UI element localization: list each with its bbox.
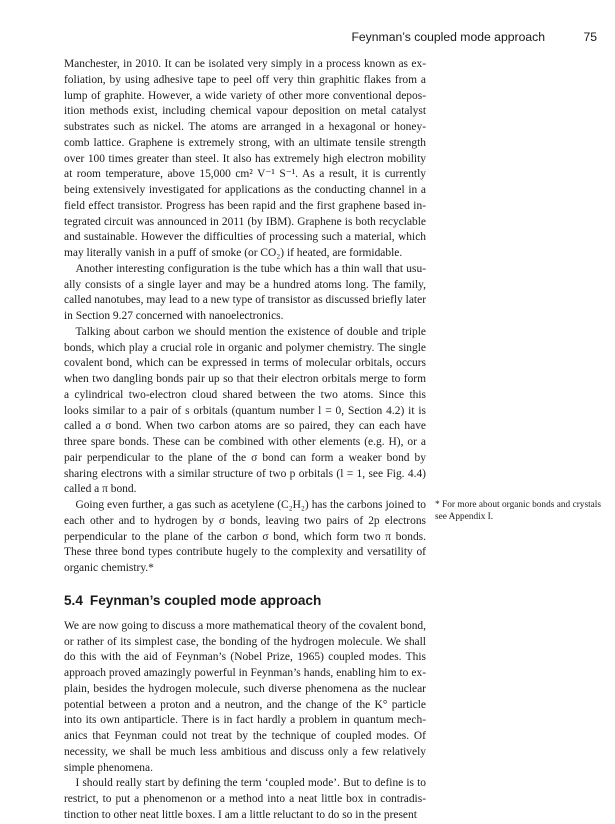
running-title: Feynman’s coupled mode approach (351, 30, 545, 44)
paragraph-acetylene: Going even further, a gas such as acetylene (C₂H₂) has the carbons joined to each other and to hydrogen by σ bonds, leaving two pairs of 2p electrons perpendicular to the plane of the carbon σ bond, which form two π bonds. These three bond types contribute hugely to the complexity and versatility of organic chemistry.* (64, 499, 426, 574)
running-header (64, 30, 597, 46)
page-number: 75 (583, 30, 597, 44)
margin-note (435, 499, 601, 524)
paragraph-graphene: Manchester, in 2010. It can be isolated very simply in a process known as exfoliation, by using adhesive tape to peel off very thin graphitic flakes from a lump of graphite. However, a wide variety of other more conventional deposition methods exist, including chemical vapour deposition on metal catalyst substrates such as nickel. The atoms are arranged in a hexagonal or honeycomb lattice. Graphene is extremely strong, with an ultimate tensile strength over 100 times greater than steel. It also has extremely high electron mobility at room temperature, above 15,000 cm² V⁻¹ S⁻¹. As a result, it is currently being extensively investigated for applications as the conducting channel in a field effect transistor. Progress has been rapid and the first graphene based integrated circuit was announced in 2011 (by IBM). Graphene is both recyclable and sustainable. However the difficulties of processing such a material, which may literally vanish in a puff of smoke (or CO₂) if heated, are formidable. (64, 58, 426, 259)
section-heading (64, 592, 426, 609)
margin-note-text: * For more about organic bonds and crystals see Appendix I. (435, 500, 601, 523)
paragraph-coupled-modes-intro: We are now going to discuss a more mathematical theory of the covalent bond, or rather of its simplest case, the bonding of the hydrogen molecule. We shall do this with the aid of Feynman’s (Nobel Prize, 1965) coupled modes. This approach proved amazingly powerful in Feynman’s hands, enabling him to explain, besides the hydrogen molecule, such diverse phenomena as the nuclear potential between a proton and a neutron, and the change of the K° particle into its own antiparticle. There is in fact hardly a problem in quantum mechanics that Feynman could not treat by the technique of coupled modes. Of necessity, we shall be much less ambitious and discuss only a few relatively simple phenomena. (64, 619, 426, 774)
paragraph-coupled-mode-definition: I should really start by defining the term ‘coupled mode’. But to define is to restrict, to put a phenomenon or a method into a neat little box in contradistinction to other neat little boxes. I am a little reluctant to do so in the present (64, 777, 426, 821)
paragraph-nanotubes: Another interesting configuration is the tube which has a thin wall that usually consists of a single layer and may be a hundred atoms long. The family, called nanotubes, may lead to a new type of transistor as discussed briefly later in Section 9.27 concerned with nanoelectronics. (64, 262, 426, 322)
section-number: 5.4 (64, 592, 83, 608)
main-text-column (64, 57, 426, 824)
section-title: Feynman’s coupled mode approach (89, 592, 322, 608)
paragraph-carbon-bonds: Talking about carbon we should mention the existence of double and triple bonds, which play a crucial role in organic and polymer chemistry. The single covalent bond, which can be expressed in terms of molecular orbitals, occurs when two dangling bonds pair up so that their electron orbitals merge to form a cylindrical two-electron cloud shared between the two atoms. Since this looks similar to a pair of s orbitals (quantum number l = 0, Section 4.2) it is called a σ bond. When two carbon atoms are so paired, they can each have three spare bonds. These can be combined with other elements (e.g. H), or a pair perpendicular to the plane of the σ bond can form a weaker bond by sharing electrons with a similar structure of two p orbitals (l = 1, see Fig. 4.4) called a π bond. (64, 325, 426, 496)
